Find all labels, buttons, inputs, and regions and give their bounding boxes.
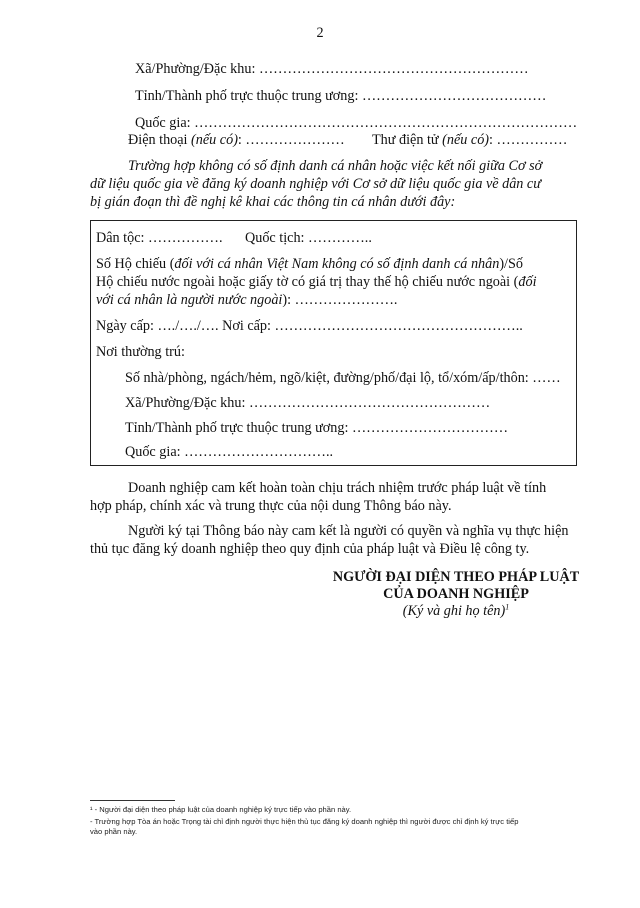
residence-label: Nơi thường trú: xyxy=(96,344,185,360)
instruction-line-3: bị gián đoạn thì đề nghị kê khai các thông tin cá nhân dưới đây: xyxy=(90,194,456,210)
nationality-field: Quốc tịch: ………….. xyxy=(245,230,372,246)
ethnicity-field: Dân tộc: ……………. xyxy=(96,230,223,246)
commitment-p2-line2: thủ tục đăng ký doanh nghiệp theo quy định của pháp luật và Điều lệ công ty. xyxy=(90,541,530,557)
residence-ward-field: Xã/Phường/Đặc khu: …………………………………………… xyxy=(125,395,491,411)
country-field: Quốc gia: ……………………………………………………………………… xyxy=(135,115,578,131)
commitment-p1-line2: hợp pháp, chính xác và trung thực của nội dung Thông báo này. xyxy=(90,498,452,514)
passport-line-3: với cá nhân là người nước ngoài): …………………. xyxy=(96,292,398,308)
passport-line-1: Số Hộ chiếu (đối với cá nhân Việt Nam không có số định danh cá nhân)/Số xyxy=(96,256,523,272)
instruction-line-1: Trường hợp không có số định danh cá nhân hoặc việc kết nối giữa Cơ sở xyxy=(128,158,543,174)
passport-line-2: Hộ chiếu nước ngoài hoặc giấy tờ có giá trị thay thế hộ chiếu nước ngoài (đối xyxy=(96,274,537,290)
residence-street-field: Số nhà/phòng, ngách/hẻm, ngõ/kiệt, đường/phố/đại lộ, tổ/xóm/ấp/thôn: …… xyxy=(125,370,561,386)
footnote-divider xyxy=(90,800,175,801)
page-number: 2 xyxy=(316,25,324,41)
footnote-marker: 1 xyxy=(505,602,510,612)
phone-field: Điện thoại (nếu có): ………………… xyxy=(128,132,345,148)
commitment-p2-line1: Người ký tại Thông báo này cam kết là người có quyền và nghĩa vụ thực hiện xyxy=(128,523,569,539)
signature-title-2: CỦA DOANH NGHIỆP xyxy=(383,586,529,602)
residence-country-field: Quốc gia: ………………………….. xyxy=(125,444,334,460)
residence-province-field: Tỉnh/Thành phố trực thuộc trung ương: …………………………… xyxy=(125,420,509,436)
province-field: Tỉnh/Thành phố trực thuộc trung ương: ………………………………… xyxy=(135,88,547,104)
footnote-1: ¹ - Người đại diện theo pháp luật của doanh nghiệp ký trực tiếp vào phần này. xyxy=(90,805,352,814)
issue-date-field: Ngày cấp: …./…./…. Nơi cấp: …………………………………………….. xyxy=(96,318,523,334)
footnote-2-line1: - Trường hợp Tòa án hoặc Trọng tài chỉ định người thực hiện thủ tục đăng ký doanh nghiệp thì người được chỉ định ký trực tiếp xyxy=(90,817,519,826)
signature-title-1: NGƯỜI ĐẠI DIỆN THEO PHÁP LUẬT xyxy=(332,569,580,585)
commitment-p1-line1: Doanh nghiệp cam kết hoàn toàn chịu trách nhiệm trước pháp luật về tính xyxy=(128,480,547,496)
signature-note: (Ký và ghi họ tên)$^1$ xyxy=(402,602,510,619)
footnote-2-line2: vào phần này. xyxy=(90,827,138,836)
instruction-line-2: dữ liệu quốc gia về đăng ký doanh nghiệp với Cơ sở dữ liệu quốc gia về dân cư xyxy=(90,176,541,192)
email-field: Thư điện tử (nếu có): …………… xyxy=(372,132,568,148)
ward-field: Xã/Phường/Đặc khu: ………………………………………………… xyxy=(135,61,529,77)
